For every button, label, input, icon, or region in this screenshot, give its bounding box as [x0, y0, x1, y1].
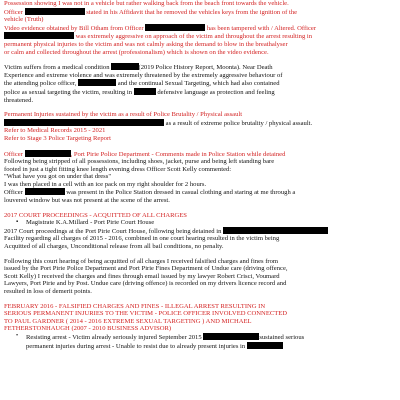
text-line: was extremely aggressive on approach of the victim and throughout the arrest resulting in [4, 32, 388, 41]
text-line: vehicle (Truth) [4, 16, 44, 24]
section-2017-court [4, 212, 388, 251]
text-line: Refer to Stage 3 Police Targeting Report [4, 134, 111, 142]
section-falsified-charges [4, 258, 388, 296]
text-line: I was then placed in a cell with an ice pack on my right shoulder for 2 hours. [4, 180, 207, 188]
text-line: Refer to Medical Records 2015 - 2021 [4, 127, 106, 135]
text-line: Following being stripped of all possessions, including shoes, jacket, purse and being left standing bare [4, 158, 275, 166]
section-video-evidence [4, 0, 388, 56]
text-line: louvered window but was not present at the scene of the arrest. [4, 197, 170, 205]
redaction-block [78, 79, 116, 86]
text-line: the attending police officer, and the continual Sexual Targeting, which had also contained [4, 80, 280, 88]
redaction-block [134, 88, 156, 95]
redaction-block [25, 150, 71, 157]
section-heading: 2017 COURT PROCEEDINGS - ACQUITTED OF ALL CHARGES [4, 211, 187, 219]
text-line: Acquitted of all charges, Unconditional release from all bail conditions, no penalty. [4, 243, 224, 251]
text-line: Scott Kelly) I received the charges and fines through email issued by my lawyer Robert Crisci, Voumard [4, 272, 280, 280]
text-line: Victim suffers from a medical condition (2019 Police History Report, Moonta). Near Death [4, 64, 273, 72]
text-line: permanent injuries during arrest - Unable to resist due to already present injuries in [4, 342, 388, 351]
section-heading: TO PAUL GARDNER ( 2014 - 2016 EXTREME SEXUAL TARGETING ) AND MICHAEL [4, 317, 252, 325]
section-feb-2016 [4, 303, 388, 351]
text-line: issued by the Port Pirie Police Department and Port Pirie Fines Department of Undue care (driving offence, [4, 265, 288, 273]
bullet-item: • Resisting arrest - Victim already seriously injured September 2015 sustained serious [4, 333, 388, 342]
text-line: permanent physical injuries to the victim and was not calmly asking the demand to blow in the breathalyser [4, 40, 288, 48]
text-line: Officer stated in his Affidavit that he removed the vehicles keys from the ignition of the [4, 8, 298, 16]
text-line: as a result of extreme police brutality / physical assault. [4, 119, 388, 128]
section-heading: Permanent Injuries sustained by the victim as a result of Police Brutality / Physical assault [4, 111, 243, 119]
section-heading: FETHERSTONHAUGH (2007 - 2010 BUSINESS ADVISOR) [4, 325, 172, 333]
text-line: footed in just a tight fitting knee length evening dress Officer Scott Kelly commented: [4, 165, 232, 173]
section-heading: SERIOUS PERMANENT INJURIES TO THE VICTIM - POLICE OFFICER INVOLVED CONNECTED [4, 310, 288, 318]
section-heading: Officer , Port Pirie Police Department - Comments made in Police Station while detained [4, 150, 286, 158]
bullet-item: ▪ Magistrate K.A.Millard - Port Pirie Court House [4, 219, 388, 227]
text-line: "What have you got on under that dress" [4, 173, 112, 181]
redaction-block [25, 188, 65, 195]
text-line: Lawyers, Port Pirie and by Post. Undue care (driving offence) is recorded on my drivers licence record and [4, 280, 287, 288]
section-heading: FEBRUARY 2016 - FALSIFIED CHARGES AND FINES - ILLEGAL ARREST RESULTING IN [4, 302, 266, 310]
text-line: or calm and collected throughout the arrest (professionalism) which is shown on the video evidence. [4, 48, 269, 56]
redaction-block [4, 32, 74, 39]
text-line: Facility regarding all charges of 2015 - 2016, combined in one court hearing resulted in the victim being [4, 235, 280, 243]
redaction-block [111, 63, 139, 70]
section-police-station-comments [4, 150, 388, 205]
section-permanent-injuries [4, 111, 388, 142]
redaction-block [247, 342, 283, 349]
text-line: Video evidence obtained by Bill Otham from Officer has been tampered with / Altered. Officer [4, 24, 317, 32]
section-medical-condition [4, 63, 388, 104]
text-line: 2017 Court proceedings at the Port Pirie Court House, following being detained in [4, 227, 388, 236]
text-line: resulted in loss of demerit points. [4, 288, 92, 295]
text-line: Possession showing I was not in a vehicle but rather walking back from the beach front towards the vehicle. [4, 0, 289, 7]
redaction-block [223, 227, 328, 234]
text-line: Experience and extreme violence and was extremely threatened by the extremely aggressive behaviour of [4, 71, 283, 79]
text-line: Officer was present in the Police Station dressed in casual clothing and staring at me through a [4, 189, 296, 197]
redaction-block [25, 8, 85, 15]
redaction-block [145, 24, 205, 31]
redaction-block [4, 119, 164, 126]
redaction-block [203, 333, 259, 340]
text-line: threatened. [4, 96, 34, 104]
text-line: police as sexual targeting the victim, resulting in defensive language as protection and feeling [4, 88, 275, 96]
text-line: Following this court hearing of being acquitted of all charges I received falsified charges and fines from [4, 257, 279, 265]
